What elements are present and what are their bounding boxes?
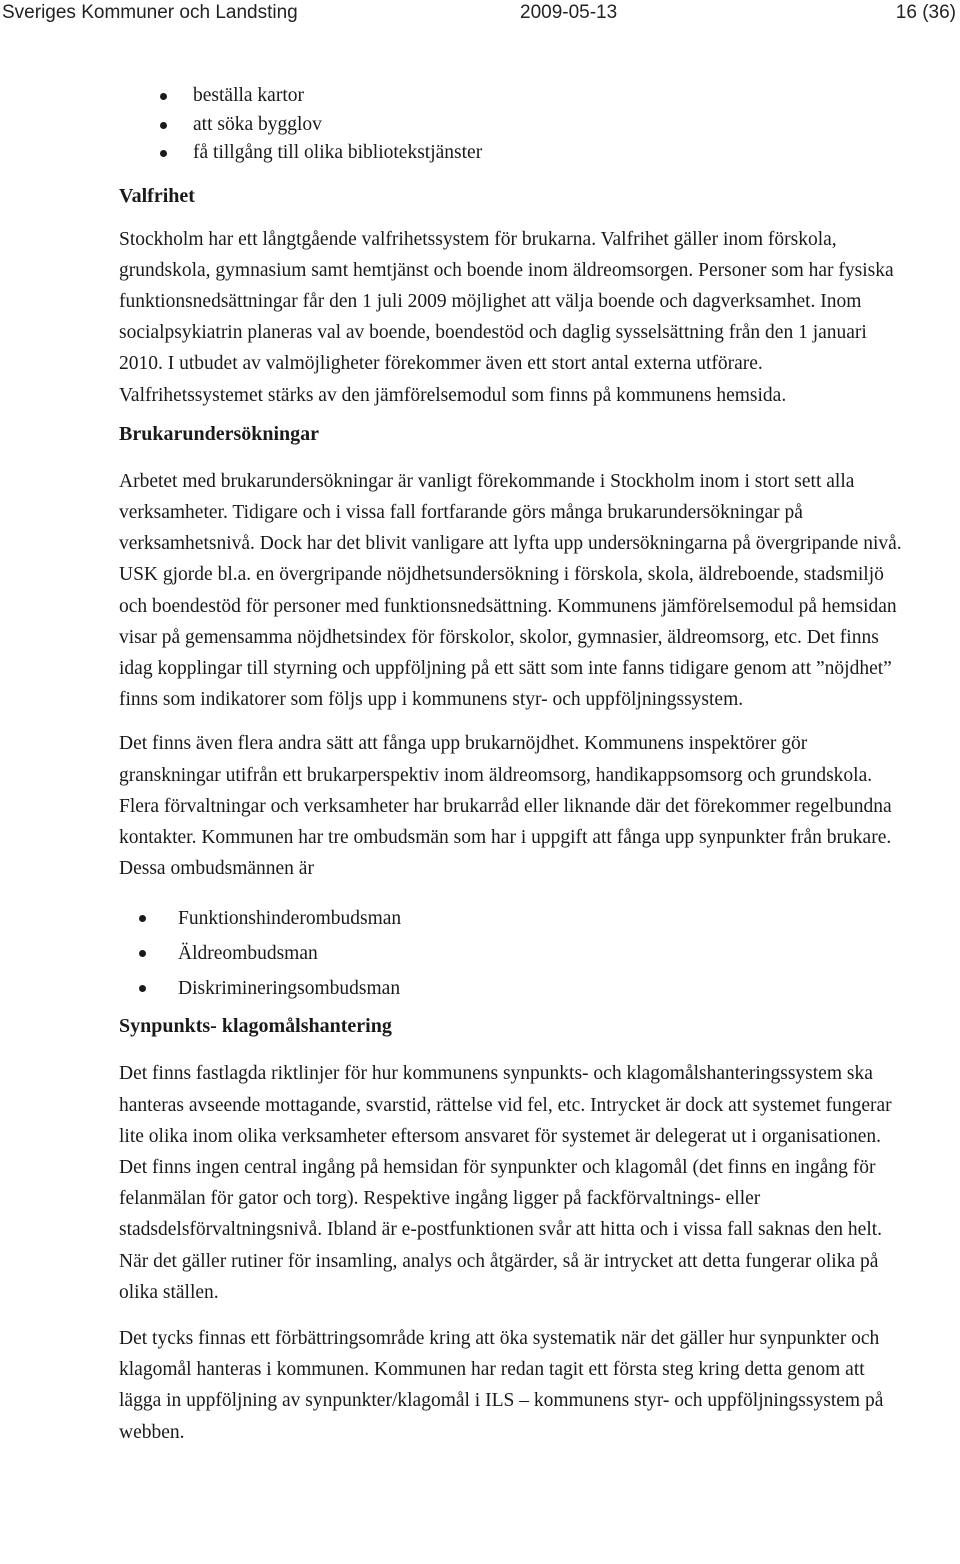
- list-item: få tillgång till olika bibliotekstjänster: [119, 139, 909, 168]
- list-item: beställa kartor: [119, 82, 909, 111]
- paragraph-brukarundersokningar-1: Arbetet med brukarundersökningar är vanligt förekommande i Stockholm inom i stort sett alla verksamheter. Tidigare och i vissa fall fortfarande görs många brukarundersökningar på verksamhetsnivå. Dock har det blivit vanligare att lyfta upp undersökningarna på övergripande nivå. USK gjorde bl.a. en övergripande nöjdhetsundersökning i förskola, skola, äldreboende, stadsmiljö och boendestöd för personer med funktionsnedsättning. Kommunens jämförelsemodul på hemsidan visar på gemensamma nöjdhetsindex för förskolor, skolor, gymnasier, äldreomsorg, etc. Det finns idag kopplingar till styrning och uppföljning på ett sätt som inte fanns tidigare genom att ”nöjdhet” finns som indikatorer som följs upp i kommunens styr- och uppföljningssystem.: [119, 470, 902, 711]
- header-date: 2009-05-13: [520, 2, 618, 23]
- section-heading-brukarundersokningar: Brukarundersökningar: [119, 422, 320, 445]
- list-item: Funktionshinderombudsman: [119, 901, 909, 936]
- paragraph-valfrihet: Stockholm har ett långtgående valfrihetssystem för brukarna. Valfrihet gäller inom förskola, grundskola, gymnasium samt hemtjänst och boende inom äldreomsorgen. Personer som har fysiska funktionsnedsättningar får den 1 juli 2009 möjlighet att välja boende och dagverksamhet. Inom socialpsykiatrin planeras val av boende, boendestöd och daglig sysselsättning från den 1 januari 2010. I utbudet av valmöjligheter förekommer även ett stort antal externa utförare. Valfrihetssystemet stärks av den jämförelsemodul som finns på kommunens hemsida.: [119, 228, 894, 406]
- paragraph-synpunkter-2: Det tycks finnas ett förbättringsområde kring att öka systematik när det gäller hur synpunkter och klagomål hanteras i kommunen. Kommunen har redan tagit ett första steg kring detta genom att lägga in uppföljning av synpunkter/klagomål i ILS – kommunens styr- och uppföljningssystem på webben.: [119, 1327, 884, 1443]
- document-body: [119, 82, 909, 1448]
- section-heading-synpunkter: Synpunkts- klagomålshantering: [119, 1015, 392, 1038]
- header-organization: Sveriges Kommuner och Landsting: [2, 2, 298, 23]
- service-list: [119, 82, 909, 168]
- list-item: Diskrimineringsombudsman: [119, 971, 909, 1006]
- list-item: att söka bygglov: [119, 111, 909, 140]
- page-header: [0, 0, 960, 28]
- paragraph-brukarundersokningar-2: Det finns även flera andra sätt att fånga upp brukarnöjdhet. Kommunens inspektörer gör granskningar utifrån ett brukarperspektiv inom äldreomsorg, handikappsomsorg och grundskola. Flera förvaltningar och verksamheter har brukarråd eller liknande där det förekommer regelbundna kontakter. Kommunen har tre ombudsmän som har i uppgift att fånga upp synpunkter från brukare. Dessa ombudsmännen är: [119, 733, 892, 880]
- list-item: Äldreombudsman: [119, 936, 909, 971]
- ombudsman-list: [119, 901, 909, 1006]
- header-page-number: 16 (36): [895, 2, 956, 23]
- section-heading-valfrihet: Valfrihet: [119, 184, 195, 207]
- paragraph-synpunkter-1: Det finns fastlagda riktlinjer för hur kommunens synpunkts- och klagomålshanteringssystem ska hanteras avseende mottagande, svarstid, rättelse vid fel, etc. Intrycket är dock att systemet fungerar lite olika inom olika verksamheter eftersom ansvaret för systemet är delegerat ut i organisationen. Det finns ingen central ingång på hemsidan för synpunkter och klagomål (det finns en ingång för felanmälan för gator och torg). Respektive ingång ligger på fackförvaltnings- eller stadsdelsförvaltningsnivå. Ibland är e-postfunktionen svår att hitta och i vissa fall saknas den helt. När det gäller rutiner för insamling, analys och åtgärder, så är intrycket att detta fungerar olika på olika ställen.: [119, 1063, 892, 1303]
